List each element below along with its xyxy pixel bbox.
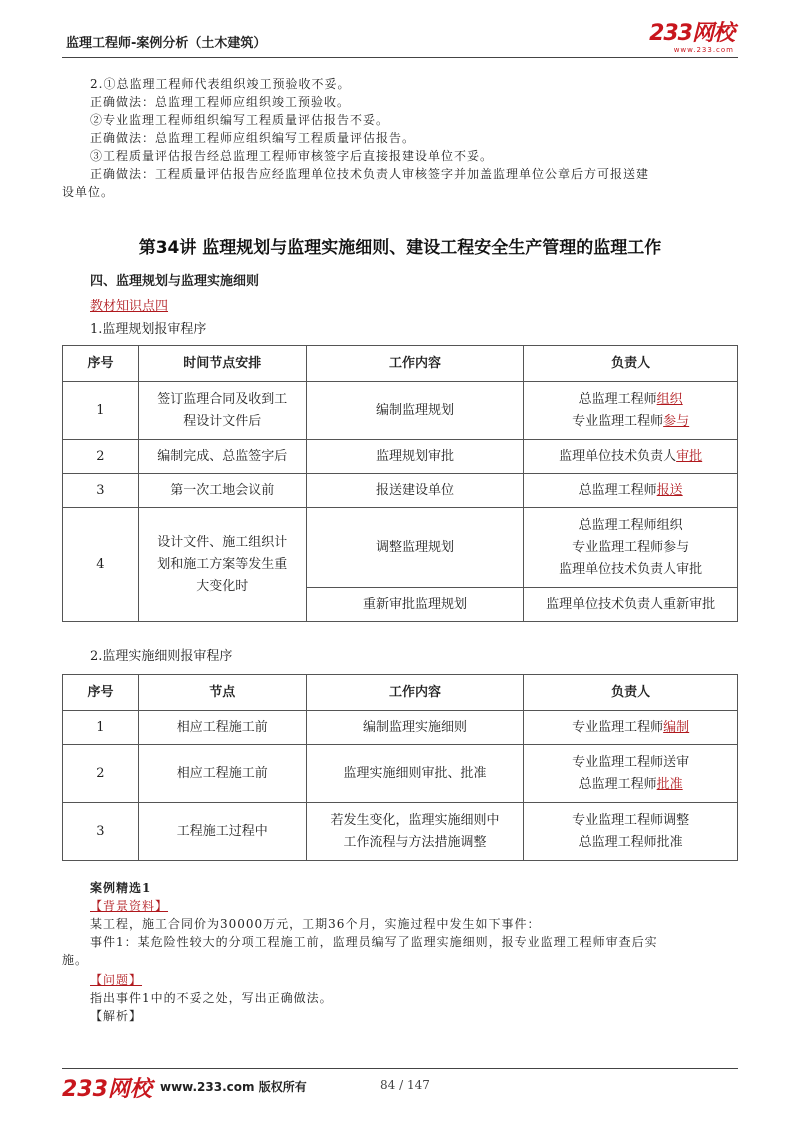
- footer-divider: [62, 1068, 738, 1069]
- intro-line: 2.①总监理工程师代表组织竣工预验收不妥。: [90, 77, 351, 91]
- cell-person: [524, 474, 738, 508]
- cell-time: 编制完成、总监签字后: [138, 440, 306, 474]
- highlight-keyword: 参与: [663, 413, 690, 429]
- cell-line: 总监理工程师组织: [578, 517, 683, 533]
- cell-work: 编制监理规划: [306, 382, 524, 440]
- cell-person: [524, 803, 738, 861]
- table2-caption: 2.监理实施细则报审程序: [90, 649, 233, 664]
- header-title: 监理工程师-案例分析（土木建筑）: [66, 36, 267, 51]
- cell-person: [524, 711, 738, 745]
- cell-line: 若发生变化，监理实施细则中: [330, 812, 500, 828]
- case-title: 案例精选1: [90, 881, 152, 895]
- table1-caption: 1.监理规划报审程序: [90, 322, 207, 337]
- col-header: 负责人: [524, 675, 738, 711]
- cell-node: 相应工程施工前: [138, 745, 306, 803]
- cell-node: 工程施工过程中: [138, 803, 306, 861]
- col-header: 时间节点安排: [138, 346, 306, 382]
- question-text: 指出事件1中的不妥之处，写出正确做法。: [90, 991, 333, 1005]
- col-header: 工作内容: [306, 675, 524, 711]
- cell-no: 1: [63, 382, 139, 440]
- cell-line: 监理单位技术负责人审批: [559, 561, 703, 577]
- cell-line: 设计文件、施工组织计: [157, 534, 288, 550]
- cell-no: 1: [63, 711, 139, 745]
- highlight-keyword: 报送: [656, 482, 683, 498]
- cell-person: [524, 508, 738, 588]
- highlight-keyword: 组织: [656, 391, 683, 407]
- background-label: 【背景资料】: [90, 899, 169, 913]
- cell-time: [138, 382, 306, 440]
- footer-site[interactable]: www.233.com 版权所有: [160, 1080, 307, 1094]
- table-header-row: [63, 675, 738, 711]
- col-header: 序号: [63, 675, 139, 711]
- col-header: 工作内容: [306, 346, 524, 382]
- cell-work: 监理规划审批: [306, 440, 524, 474]
- header-divider: [62, 57, 738, 58]
- table-row: [63, 474, 738, 508]
- intro-line: 设单位。: [62, 185, 115, 199]
- cell-no: 2: [63, 745, 139, 803]
- analysis-label: 【解析】: [90, 1009, 143, 1023]
- table-row: [63, 508, 738, 588]
- intro-line: 正确做法：工程质量评估报告应经监理单位技术负责人审核签字并加盖监理单位公章后方可报送建: [90, 167, 650, 181]
- case-text: 施。: [62, 953, 89, 967]
- highlight-keyword: 批准: [656, 776, 683, 792]
- col-header: 序号: [63, 346, 139, 382]
- cell-line: 签订监理合同及收到工: [157, 391, 288, 407]
- table-row: [63, 803, 738, 861]
- cell-line: 大变化时: [196, 578, 249, 594]
- footer-logo[interactable]: 233网校: [62, 1077, 152, 1102]
- knowledge-point-link[interactable]: 教材知识点四: [90, 299, 169, 314]
- cell-line: [528, 774, 733, 796]
- cell-line: [528, 411, 733, 433]
- table-header-row: [63, 346, 738, 382]
- intro-line: 正确做法：总监理工程师应组织编写工程质量评估报告。: [90, 131, 416, 145]
- logo-text: 233网校: [649, 21, 734, 46]
- person-text: 专业监理工程师: [572, 719, 664, 735]
- implementation-rules-table: [62, 674, 738, 861]
- cell-line: 专业监理工程师送审: [572, 754, 690, 770]
- sub-heading: 四、监理规划与监理实施细则: [90, 274, 260, 289]
- highlight-keyword: 编制: [663, 719, 690, 735]
- question-label: 【问题】: [90, 973, 143, 987]
- section-title: 第34讲 监理规划与监理实施细则、建设工程安全生产管理的监理工作: [138, 238, 662, 258]
- supervision-plan-table: [62, 345, 738, 622]
- cell-work: 编制监理实施细则: [306, 711, 524, 745]
- cell-line: 程设计文件后: [183, 413, 262, 429]
- logo-url: www.233.com: [673, 46, 734, 54]
- cell-no: 2: [63, 440, 139, 474]
- case-text: 事件1：某危险性较大的分项工程施工前，监理员编写了监理实施细则，报专业监理工程师审查后实: [90, 935, 658, 949]
- intro-line: ③工程质量评估报告经总监理工程师审核签字后直接报建设单位不妥。: [90, 149, 494, 163]
- cell-line: 专业监理工程师调整: [572, 812, 690, 828]
- person-text: 总监理工程师: [578, 391, 657, 407]
- cell-line: 总监理工程师批准: [578, 834, 683, 850]
- cell-line: 专业监理工程师参与: [572, 539, 690, 555]
- col-header: 负责人: [524, 346, 738, 382]
- table-row: [63, 745, 738, 803]
- person-text: 专业监理工程师: [572, 413, 664, 429]
- col-header: 节点: [138, 675, 306, 711]
- page-header: [62, 22, 738, 62]
- cell-time: [138, 508, 306, 622]
- cell-work: 调整监理规划: [306, 508, 524, 588]
- person-text: 总监理工程师: [578, 776, 657, 792]
- person-text: 监理单位技术负责人: [559, 448, 677, 464]
- intro-line: ②专业监理工程师组织编写工程质量评估报告不妥。: [90, 113, 390, 127]
- cell-no: 3: [63, 474, 139, 508]
- cell-work: [306, 803, 524, 861]
- highlight-keyword: 审批: [676, 448, 703, 464]
- person-text: 总监理工程师: [578, 482, 657, 498]
- intro-line: 正确做法：总监理工程师应组织竣工预验收。: [90, 95, 351, 109]
- table-row: [63, 440, 738, 474]
- cell-person: [524, 745, 738, 803]
- case-text: 某工程，施工合同价为30000万元，工期36个月，实施过程中发生如下事件：: [90, 917, 541, 931]
- cell-line: 工作流程与方法措施调整: [343, 834, 487, 850]
- cell-no: 3: [63, 803, 139, 861]
- cell-work: 重新审批监理规划: [306, 588, 524, 622]
- cell-person: 监理单位技术负责人重新审批: [524, 588, 738, 622]
- cell-node: 相应工程施工前: [138, 711, 306, 745]
- table-row: [63, 382, 738, 440]
- cell-no: 4: [63, 508, 139, 622]
- cell-person: [524, 440, 738, 474]
- page-number: 84 / 147: [380, 1078, 430, 1092]
- cell-line: 划和施工方案等发生重: [157, 556, 288, 572]
- cell-person: [524, 382, 738, 440]
- cell-work: 监理实施细则审批、批准: [306, 745, 524, 803]
- cell-line: [528, 389, 733, 411]
- table-row: [63, 711, 738, 745]
- brand-logo[interactable]: [649, 22, 734, 54]
- cell-work: 报送建设单位: [306, 474, 524, 508]
- cell-time: 第一次工地会议前: [138, 474, 306, 508]
